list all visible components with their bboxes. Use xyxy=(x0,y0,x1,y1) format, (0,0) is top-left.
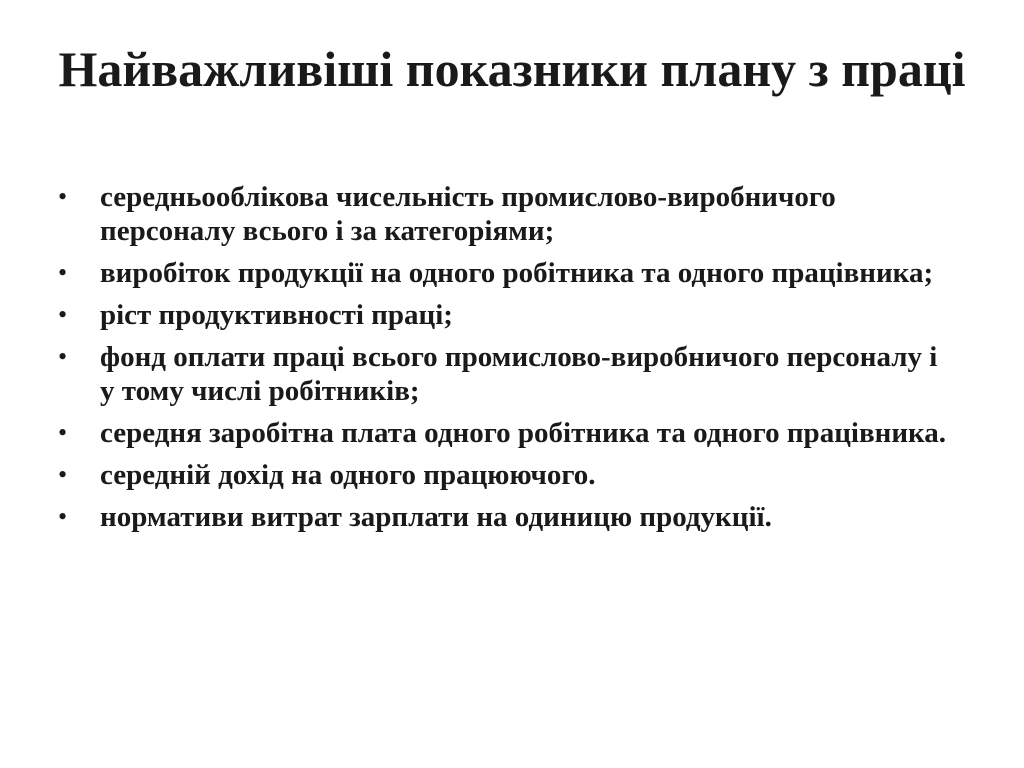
bullet-icon: • xyxy=(58,418,68,447)
list-item xyxy=(58,500,958,534)
bullet-icon: • xyxy=(58,258,68,287)
list-item xyxy=(58,256,958,290)
list-item xyxy=(58,298,958,332)
list-item-text: нормативи витрат зарплати на одиницю продукції. xyxy=(100,501,772,533)
list-item-text: фонд оплати праці всього промислово-виробничого персоналу і у тому числі робітників; xyxy=(100,341,938,407)
list-item xyxy=(58,340,958,408)
list-item xyxy=(58,416,958,450)
bullet-icon: • xyxy=(58,182,68,211)
list-item-text: середній дохід на одного працюючого. xyxy=(100,459,596,491)
list-item-text: середньооблікова чисельність промислово-виробничого персоналу всього і за категоріями; xyxy=(100,181,836,247)
bullet-icon: • xyxy=(58,300,68,329)
list-item-text: ріст продуктивності праці; xyxy=(100,299,453,331)
slide-title: Найважливіші показники плану з праці xyxy=(58,41,966,97)
list-item-text: середня заробітна плата одного робітника та одного працівника. xyxy=(100,417,947,449)
list-item xyxy=(58,180,958,248)
bullet-icon: • xyxy=(58,342,68,371)
list-item-text: виробіток продукції на одного робітника та одного працівника; xyxy=(100,257,934,289)
bullet-icon: • xyxy=(58,502,68,531)
bullet-icon: • xyxy=(58,460,68,489)
list-item xyxy=(58,458,958,492)
bullet-list xyxy=(58,180,958,542)
